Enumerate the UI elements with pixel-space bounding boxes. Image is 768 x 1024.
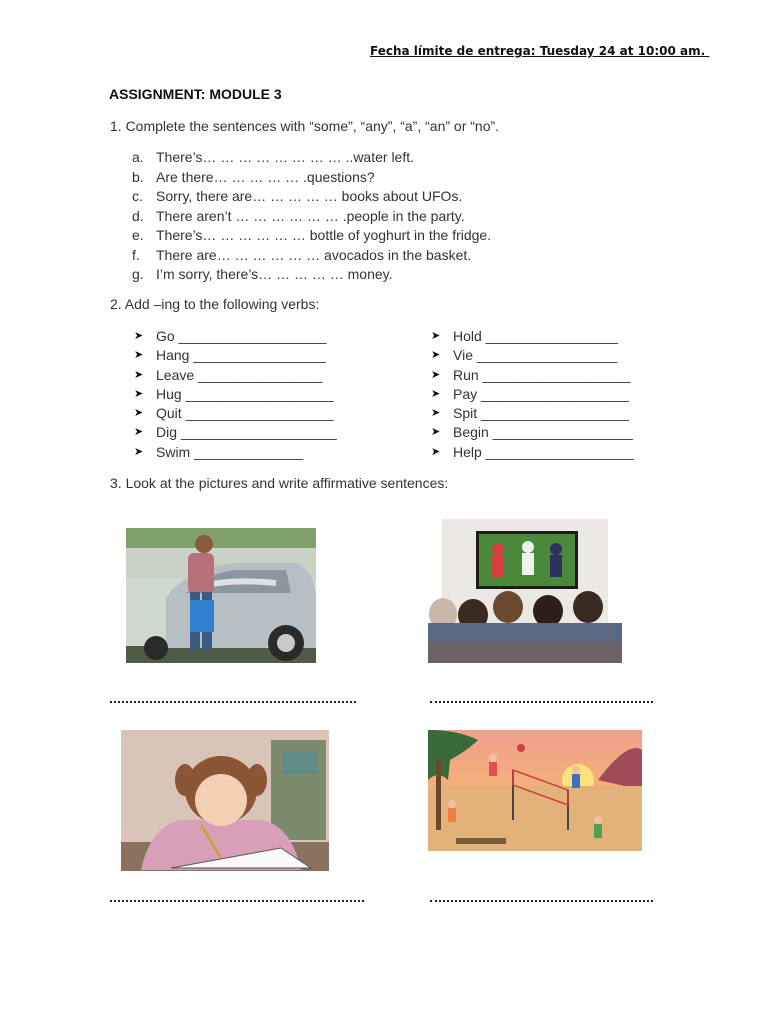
verb-text: Help ___________________ <box>453 443 634 460</box>
verb-list-left <box>134 327 337 462</box>
sentence-letter: f. <box>132 246 140 263</box>
verb-item <box>134 423 337 442</box>
verb-item <box>134 385 337 404</box>
sentence-text: Sorry, there are… … … … … books about UFOs. <box>156 188 463 204</box>
arrowhead-bullet-icon: ➤ <box>431 387 441 400</box>
answer-line-3[interactable] <box>110 900 364 902</box>
verb-item <box>431 366 634 385</box>
verb-item <box>431 423 634 442</box>
arrowhead-bullet-icon: ➤ <box>431 426 441 439</box>
verb-item <box>134 327 337 346</box>
answer-line-4[interactable] <box>430 900 653 902</box>
verb-item <box>431 385 634 404</box>
answer-line-2[interactable] <box>430 701 653 703</box>
verb-item <box>431 327 634 346</box>
verb-text: Go ___________________ <box>156 328 327 344</box>
verb-item <box>134 366 337 385</box>
arrowhead-bullet-icon: ➤ <box>431 445 441 458</box>
verb-text: Dig ____________________ <box>156 424 337 441</box>
arrowhead-bullet-icon: ➤ <box>134 368 144 381</box>
picture-man-washing-car <box>126 528 316 663</box>
arrowhead-bullet-icon: ➤ <box>134 330 144 342</box>
exercise-2-instruction: 2. Add –ing to the following verbs: <box>110 296 320 312</box>
sentence-letter: g. <box>132 266 144 282</box>
verb-item <box>134 443 337 462</box>
verb-text: Pay ___________________ <box>453 385 629 402</box>
verb-text: Hug ___________________ <box>156 385 334 402</box>
arrowhead-bullet-icon: ➤ <box>134 407 144 420</box>
arrowhead-bullet-icon: ➤ <box>431 368 441 381</box>
sentence-text: Are there… … … … … .questions? <box>156 168 375 185</box>
exercise-3-instruction: 3. Look at the pictures and write affirmative sentences: <box>110 475 449 491</box>
arrowhead-bullet-icon: ➤ <box>431 349 441 362</box>
exercise-1-sentences <box>132 148 491 285</box>
sentence-letter: b. <box>132 168 144 185</box>
arrowhead-bullet-icon: ➤ <box>134 426 144 439</box>
exercise-1-instruction: 1. Complete the sentences with “some”, “any”, “a”, “an” or “no”. <box>110 118 500 134</box>
verb-text: Quit ___________________ <box>156 405 334 422</box>
verb-text: Swim ______________ <box>156 443 304 460</box>
answer-line-1[interactable] <box>110 701 356 703</box>
sentence-text: There’s… … … … … … bottle of yoghurt in the fridge. <box>156 227 492 243</box>
sentence-letter: c. <box>132 188 143 204</box>
sentence-text: There are… … … … … … avocados in the basket. <box>156 246 472 263</box>
verb-item <box>134 346 337 365</box>
sentence-text: There aren’t … … … … … … .people in the party. <box>156 207 465 224</box>
verb-list-right <box>431 327 634 462</box>
sentence-text: There’s… … … … … … … … ..water left. <box>156 149 415 165</box>
verb-item <box>134 404 337 423</box>
deadline-note: Fecha límite de entrega: Tuesday 24 at 10:00 am. <box>370 44 710 58</box>
sentence-g <box>132 265 491 285</box>
sentence-a <box>132 148 491 168</box>
arrowhead-bullet-icon: ➤ <box>431 407 441 420</box>
picture-beach-volleyball <box>428 730 642 851</box>
verb-text: Spit ___________________ <box>453 405 629 422</box>
verb-text: Vie __________________ <box>453 347 618 364</box>
verb-text: Run ___________________ <box>453 366 631 383</box>
sentence-d <box>132 207 491 227</box>
verb-item <box>431 404 634 423</box>
sentence-f <box>132 246 491 266</box>
picture-girl-writing <box>121 730 329 871</box>
arrowhead-bullet-icon: ➤ <box>134 349 144 362</box>
arrowhead-bullet-icon: ➤ <box>134 387 144 400</box>
sentence-letter: a. <box>132 149 144 165</box>
sentence-letter: e. <box>132 227 144 243</box>
arrowhead-bullet-icon: ➤ <box>134 445 144 458</box>
sentence-b <box>132 168 491 188</box>
verb-text: Begin __________________ <box>453 424 633 441</box>
picture-people-watching-tv <box>428 519 622 663</box>
verb-item <box>431 346 634 365</box>
verb-item <box>431 443 634 462</box>
arrowhead-bullet-icon: ➤ <box>431 330 441 342</box>
sentence-c <box>132 187 491 207</box>
verb-text: Hang _________________ <box>156 347 326 364</box>
sentence-letter: d. <box>132 207 144 224</box>
verb-text: Leave ________________ <box>156 366 323 383</box>
sentence-text: I’m sorry, there’s… … … … … money. <box>156 266 393 282</box>
sentence-e <box>132 226 491 246</box>
page-title: ASSIGNMENT: MODULE 3 <box>109 86 282 102</box>
verb-text: Hold _________________ <box>453 328 619 344</box>
